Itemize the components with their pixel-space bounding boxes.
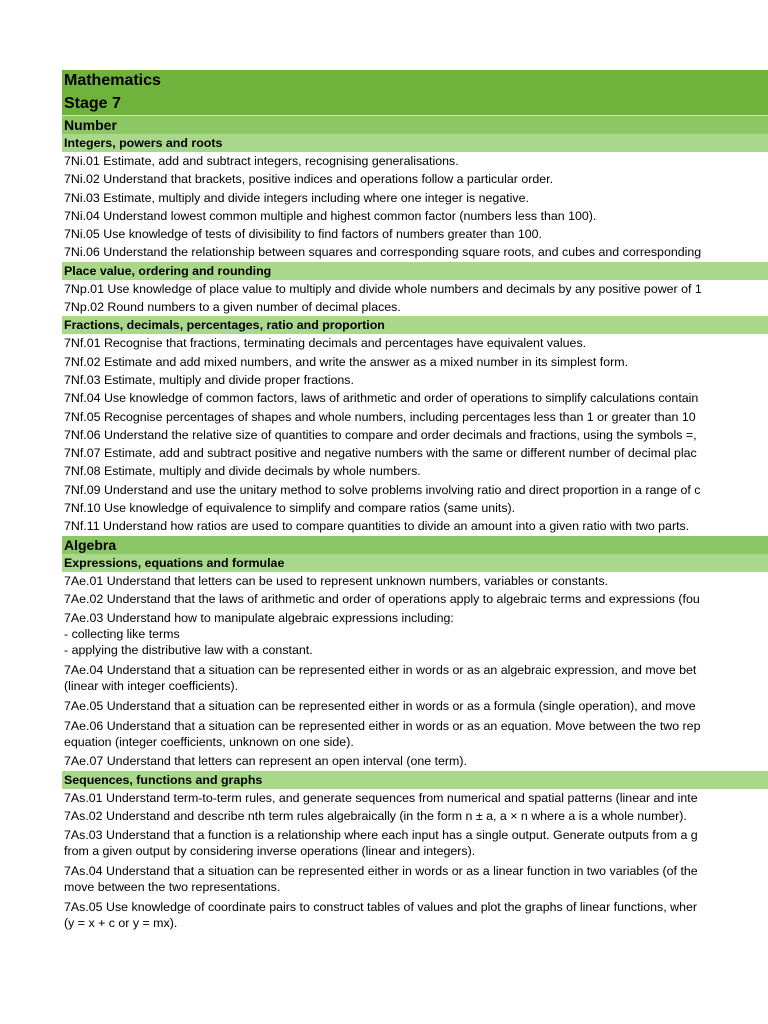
objective-row: 7Ae.04 Understand that a situation can be represented either in words or as an algebraic expression, and move bet (linear with integer coefficients). [64, 663, 697, 694]
objective-row: 7Ni.05 Use knowledge of tests of divisibility to find factors of numbers greater than 100. [64, 227, 542, 242]
substrand-header: Integers, powers and roots [62, 134, 768, 152]
objective-row: 7Ae.02 Understand that the laws of arithmetic and order of operations apply to algebraic terms and expressions (fou [64, 591, 700, 606]
objective-row: 7Ae.03 Understand how to manipulate algebraic expressions including: - collecting like terms - applying the distributive law with a constant. [64, 611, 454, 658]
sections-container [62, 116, 768, 933]
objective-row: 7Ni.04 Understand lowest common multiple and highest common factor (numbers less than 100). [64, 208, 597, 223]
curriculum-sheet [62, 70, 768, 933]
objective-row: 7Ni.01 Estimate, add and subtract integers, recognising generalisations. [64, 154, 459, 168]
objective-row: 7Nf.03 Estimate, multiply and divide proper fractions. [64, 372, 354, 387]
objective-row: 7Ae.05 Understand that a situation can be represented either in words or as a formula (single operation), and move [64, 699, 696, 714]
objective-row: 7Nf.09 Understand and use the unitary method to solve problems involving ratio and direct proportion in a range of c [64, 482, 701, 497]
substrand-header: Place value, ordering and rounding [62, 262, 768, 280]
objective-row: 7As.02 Understand and describe nth term rules algebraically (in the form n ± a, a × n where a is a whole number). [64, 808, 687, 823]
objective-row: 7As.04 Understand that a situation can be represented either in words or as a linear function in two variables (of the move between the two representations. [64, 864, 698, 895]
substrand-header: Fractions, decimals, percentages, ratio and proportion [62, 316, 768, 334]
substrand-header: Expressions, equations and formulae [62, 554, 768, 572]
objective-row: 7Np.02 Round numbers to a given number of decimal places. [64, 300, 401, 315]
objective-row: 7Ae.01 Understand that letters can be used to represent unknown numbers, variables or constants. [64, 573, 609, 588]
objective-row: 7Nf.10 Use knowledge of equivalence to simplify and compare ratios (same units). [64, 501, 516, 516]
stage-title: Stage 7 [62, 92, 768, 116]
strand-header: Algebra [62, 536, 768, 554]
objective-row: 7Nf.07 Estimate, add and subtract positive and negative numbers with the same or different number of decimal plac [64, 446, 697, 461]
objective-row: 7Nf.01 Recognise that fractions, terminating decimals and percentages have equivalent values. [64, 336, 587, 351]
strand-header: Number [62, 116, 768, 134]
objective-row: 7Nf.02 Estimate and add mixed numbers, and write the answer as a mixed number in its simplest form. [64, 354, 629, 369]
objective-row: 7As.01 Understand term-to-term rules, and generate sequences from numerical and spatial patterns (linear and inte [64, 790, 698, 805]
objective-row: 7Nf.05 Recognise percentages of shapes and whole numbers, including percentages less than 1 or greater than 10 [64, 409, 696, 424]
objective-row: 7Ni.03 Estimate, multiply and divide integers including where one integer is negative. [64, 190, 529, 205]
objective-row: 7Nf.11 Understand how ratios are used to compare quantities to divide an amount into a given ratio with two parts. [64, 519, 690, 534]
objective-row: 7As.03 Understand that a function is a relationship where each input has a single output. Generate outputs from a g from a given output by considering inverse operations (linear and integers). [64, 828, 698, 859]
objective-row: 7Ni.02 Understand that brackets, positive indices and operations follow a particular order. [64, 172, 554, 187]
objective-row: 7Ae.06 Understand that a situation can be represented either in words or as an equation. Move between the two rep equation (integer coefficients, unknown on one side). [64, 719, 701, 750]
substrand-header: Sequences, functions and graphs [62, 771, 768, 789]
objective-row: 7Nf.04 Use knowledge of common factors, laws of arithmetic and order of operations to simplify calculations contain [64, 391, 699, 406]
objective-row: 7As.05 Use knowledge of coordinate pairs to construct tables of values and plot the graphs of linear functions, wher (y = x + c or y = mx). [64, 900, 697, 931]
objective-row: 7Ae.07 Understand that letters can represent an open interval (one term). [64, 754, 467, 769]
subject-title: Mathematics [62, 70, 768, 92]
objective-row: 7Nf.06 Understand the relative size of quantities to compare and order decimals and fractions, using the symbols =, [64, 427, 697, 442]
objective-row: 7Ni.06 Understand the relationship between squares and corresponding square roots, and cubes and corresponding [64, 245, 702, 260]
objective-row: 7Np.01 Use knowledge of place value to multiply and divide whole numbers and decimals by any positive power of 1 [64, 281, 702, 296]
objective-row: 7Nf.08 Estimate, multiply and divide decimals by whole numbers. [64, 464, 421, 479]
